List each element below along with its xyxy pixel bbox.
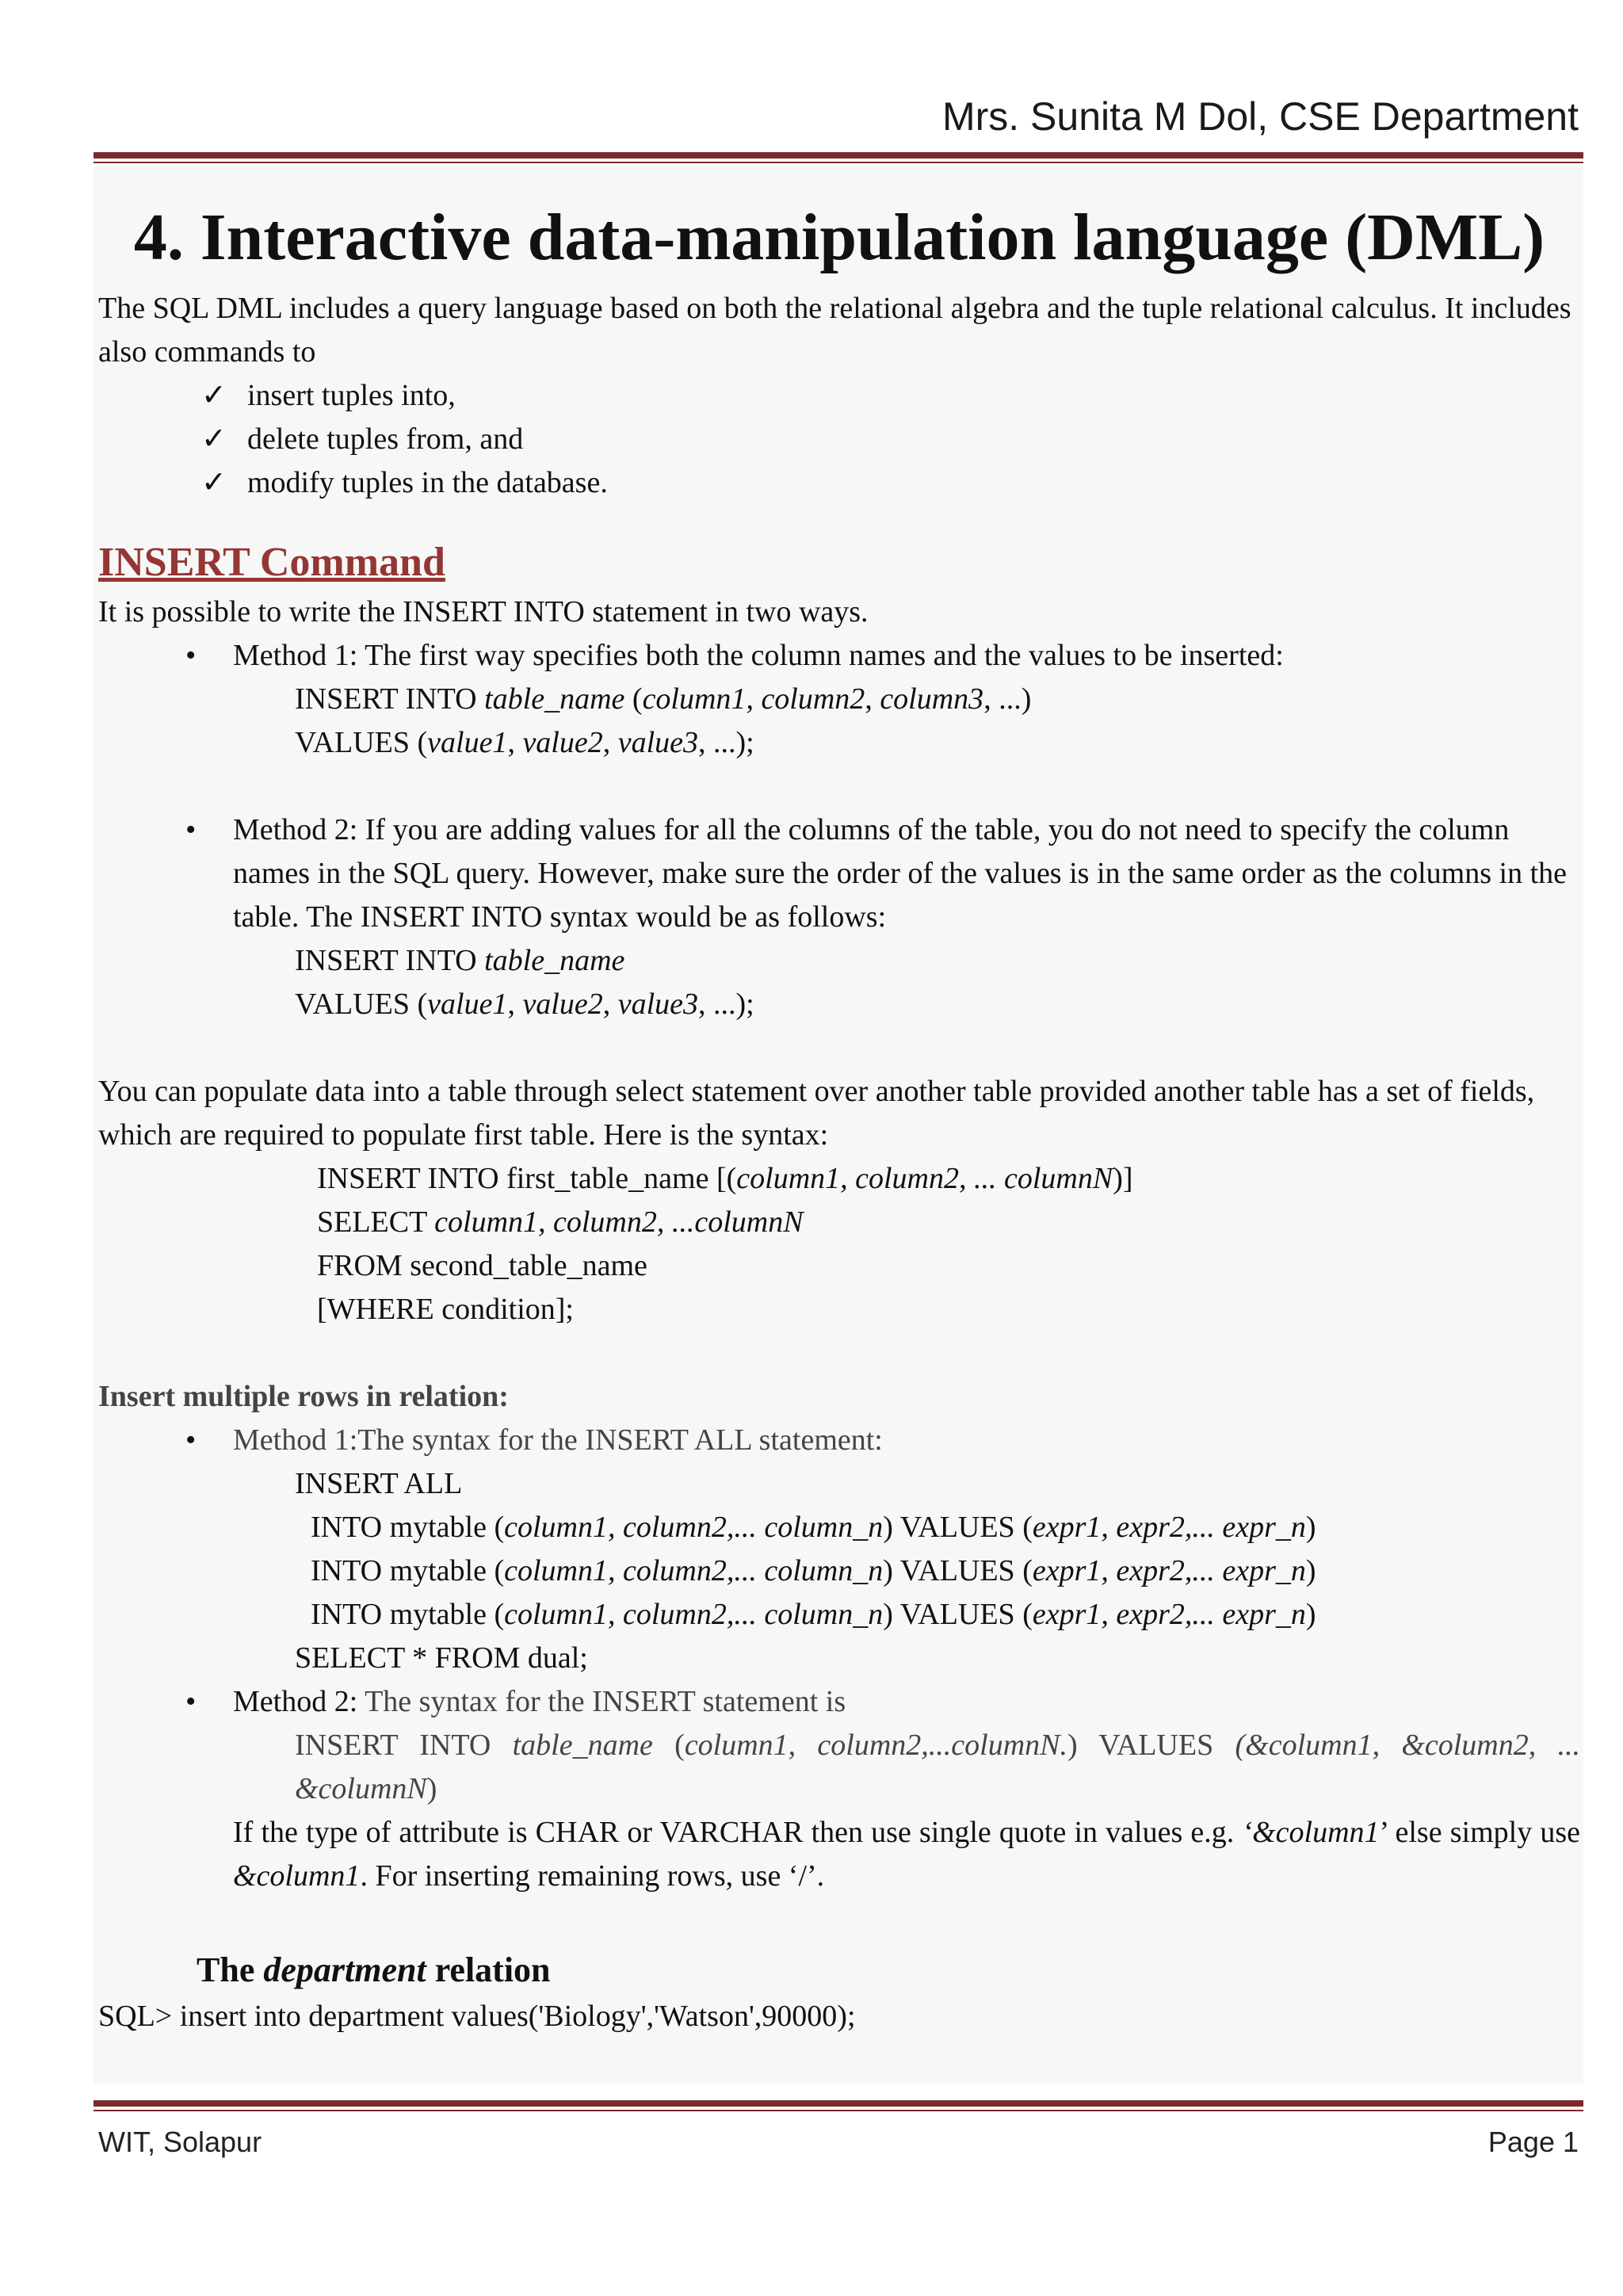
footer-rule-thick bbox=[94, 2100, 1583, 2107]
footer-institution: WIT, Solapur bbox=[98, 2126, 262, 2158]
populate-code-line-1: INSERT INTO first_table_name [(column1, column2, ... columnN)] bbox=[317, 1162, 1133, 1195]
into-line-3: INTO mytable (column1, column2,... column_n) VALUES (expr1, expr2,... expr_n) bbox=[311, 1598, 1316, 1631]
populate-code-line-4: [WHERE condition]; bbox=[317, 1293, 574, 1326]
checkmark-icon: ✓ bbox=[201, 466, 227, 499]
select-dual-line: SELECT * FROM dual; bbox=[295, 1641, 588, 1675]
method-1-code-line-2: VALUES (value1, value2, value3, ...); bbox=[295, 726, 754, 759]
header-rule-thin bbox=[94, 162, 1583, 163]
spacer bbox=[98, 1026, 1580, 1070]
command-list bbox=[98, 374, 1580, 505]
footer-rule-thin bbox=[94, 2110, 1583, 2111]
multiple-methods bbox=[98, 1419, 1580, 1898]
multi-method-2-item: • Method 2: The syntax for the INSERT statement is INSERT INTO table_name (column1, column2,...columnN.) VALUES (&column1, &column2, ... &columnN) If the type of attribute is CHAR or VARCHAR then use single quote in values e.g. ‘&column1’ else simply use &column1. For inserting remaining rows, use ‘/’. bbox=[185, 1680, 1580, 1898]
list-item: ✓ insert tuples into, bbox=[201, 374, 1580, 418]
bullet-icon: • bbox=[185, 1423, 197, 1457]
method-2-note: If the type of attribute is CHAR or VARCHAR then use single quote in values e.g. ‘&column1’ else simply use &column1. For inserting remaining rows, use ‘/’. bbox=[233, 1816, 1580, 1893]
department-heading: The department relation bbox=[197, 1950, 551, 1989]
document-body bbox=[98, 198, 1580, 2038]
into-line-1: INTO mytable (column1, column2,... column_n) VALUES (expr1, expr2,... expr_n) bbox=[311, 1511, 1316, 1544]
insert-all-line: INSERT ALL bbox=[295, 1467, 463, 1500]
multi-method-1-item: • Method 1:The syntax for the INSERT ALL statement: INSERT ALL INTO mytable (column1, column2,... column_n) VALUES (expr1, expr2,... expr_n) INTO mytable (column1, column2,... column_n) VALUES (expr1, expr2,... expr_n) INTO mytable (column1, column2,... column_n) VALUES (expr1, expr2,... expr_n) SELECT * FROM dual; bbox=[185, 1419, 1580, 1680]
spacer bbox=[98, 1331, 1580, 1375]
populate-code-line-3: FROM second_table_name bbox=[317, 1249, 647, 1282]
bullet-icon: • bbox=[185, 1685, 197, 1718]
populate-code-line-2: SELECT column1, column2, ...columnN bbox=[317, 1205, 804, 1239]
bullet-icon: • bbox=[185, 639, 197, 672]
method-1-code-line-1: INSERT INTO table_name (column1, column2, column3, ...) bbox=[295, 682, 1032, 716]
method-2-code-line-2: VALUES (value1, value2, value3, ...); bbox=[295, 988, 754, 1021]
method-2-item: • Method 2: If you are adding values for all the columns of the table, you do not need to specify the column names in the SQL query. However, make sure the order of the values is in the same order as the columns in the table. The INSERT INTO syntax would be as follows: INSERT INTO table_name VALUES (value1, value2, value3, ...); bbox=[185, 808, 1580, 1026]
method-1-item: • Method 1: The first way specifies both the column names and the values to be inserted: INSERT INTO table_name (column1, column2, column3, ...) VALUES (value1, value2, value3, ...); bbox=[185, 634, 1580, 765]
multiple-rows-heading: Insert multiple rows in relation: bbox=[98, 1380, 509, 1413]
insert-lead: It is possible to write the INSERT INTO statement in two ways. bbox=[98, 595, 869, 628]
department-sql: SQL> insert into department values('Biology','Watson',90000); bbox=[98, 2000, 856, 2033]
list-item: ✓ delete tuples from, and bbox=[201, 418, 1580, 461]
header-rule-thick bbox=[94, 152, 1583, 159]
method-2-code-line-1: INSERT INTO table_name bbox=[295, 944, 625, 977]
checkmark-icon: ✓ bbox=[201, 379, 227, 412]
list-item: ✓ modify tuples in the database. bbox=[201, 461, 1580, 505]
method-2-syntax: INSERT INTO table_name (column1, column2,...columnN.) VALUES (&column1, &column2, ... &columnN) bbox=[295, 1729, 1580, 1805]
page-title: 4. Interactive data-manipulation language (DML) bbox=[133, 201, 1545, 274]
spacer bbox=[185, 765, 1580, 808]
bullet-icon: • bbox=[185, 813, 197, 846]
into-line-2: INTO mytable (column1, column2,... column_n) VALUES (expr1, expr2,... expr_n) bbox=[311, 1554, 1316, 1587]
footer-page-number: Page 1 bbox=[1487, 2126, 1579, 2158]
intro-paragraph: The SQL DML includes a query language based on both the relational algebra and the tuple relational calculus. It includes also commands to bbox=[98, 292, 1571, 369]
checkmark-icon: ✓ bbox=[201, 422, 227, 456]
page-header: Mrs. Sunita M Dol, CSE Department bbox=[941, 94, 1579, 139]
insert-command-heading: INSERT Command bbox=[98, 540, 445, 585]
populate-paragraph: You can populate data into a table through select statement over another table provided another table has a set of fields, which are required to populate first table. Here is the syntax: bbox=[98, 1075, 1535, 1152]
insert-methods bbox=[98, 634, 1580, 1026]
